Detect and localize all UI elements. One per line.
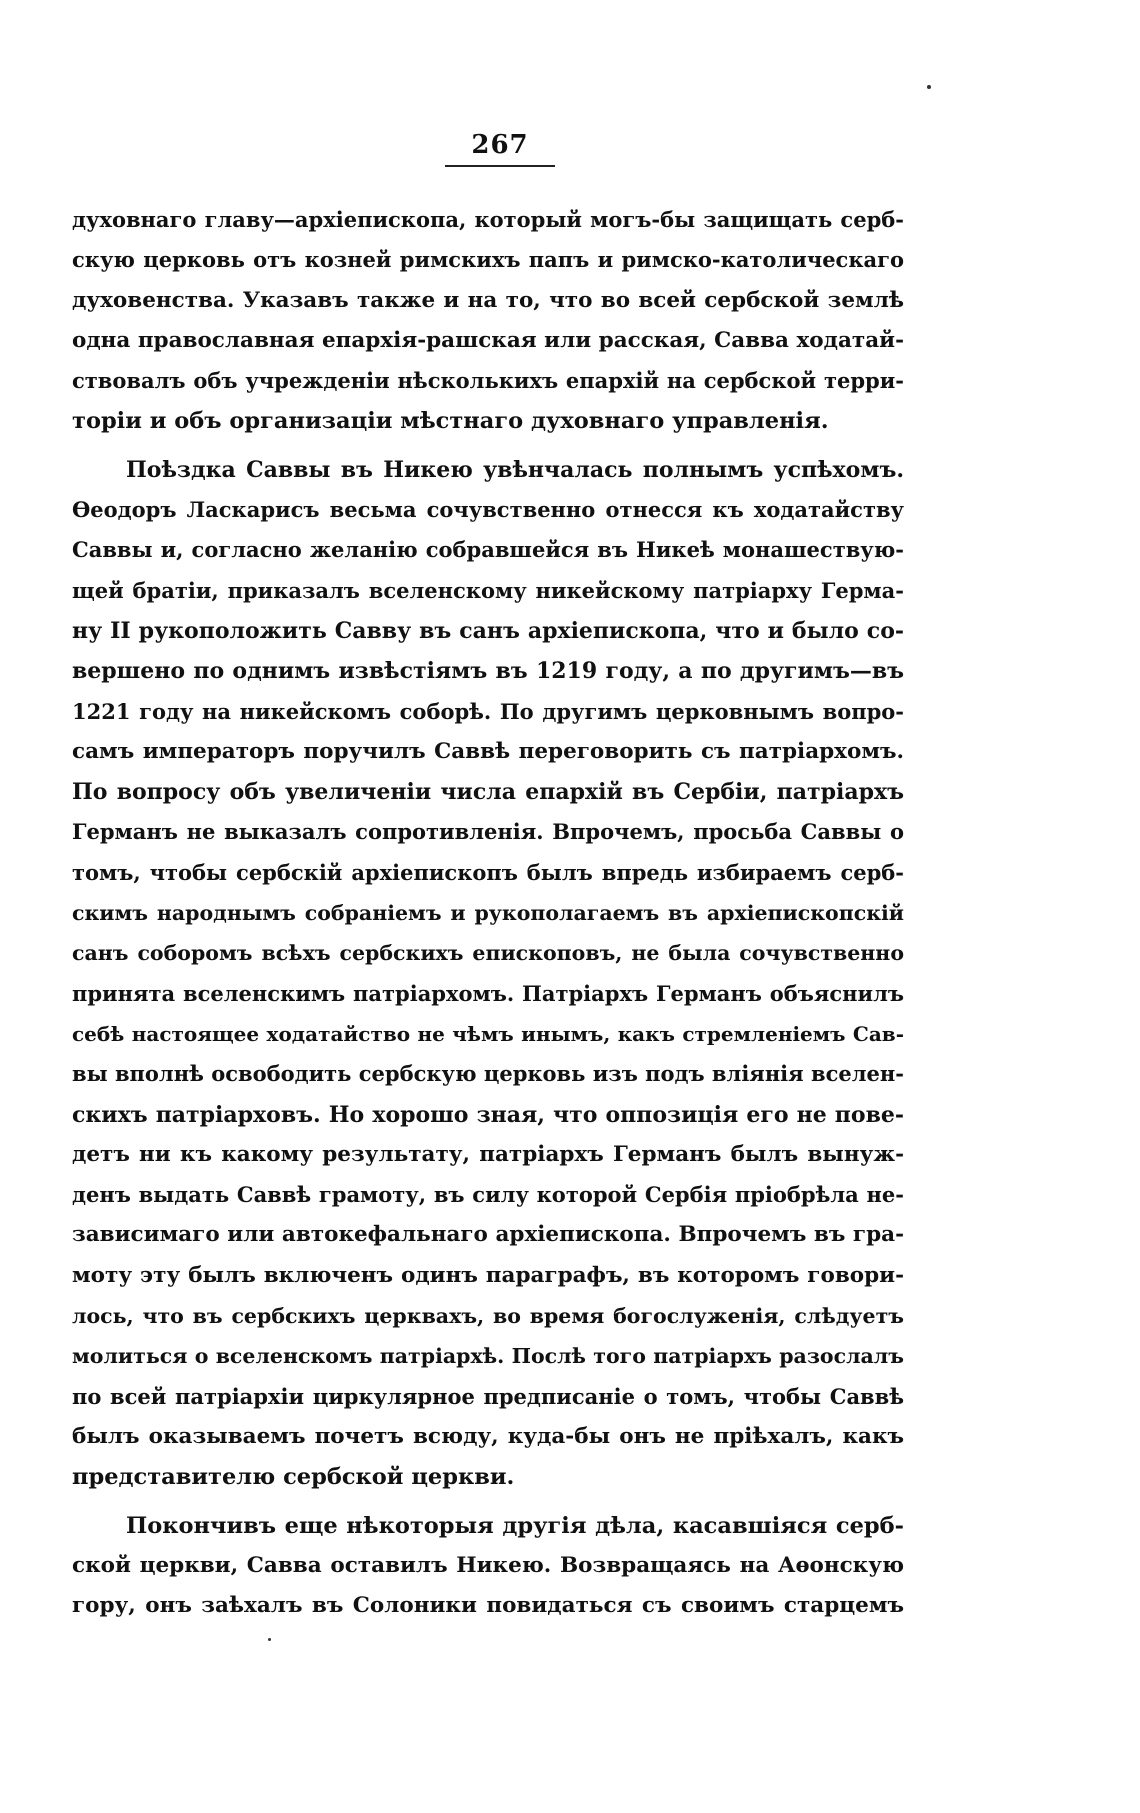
text-line: Ѳеодоръ Ласкарисъ весьма сочувственно отнесся къ ходатайству: [72, 497, 904, 523]
text-line: Саввы и, согласно желанію собравшейся въ Никеѣ монашествую-: [72, 537, 904, 563]
text-line: лось, что въ сербскихъ церквахъ, во время богослуженія, слѣдуетъ: [72, 1304, 904, 1329]
text-line: детъ ни къ какому результату, патріархъ Германъ былъ вынуж-: [72, 1141, 904, 1167]
text-line: молиться о вселенскомъ патріархѣ. Послѣ того патріархъ разослалъ: [72, 1344, 904, 1369]
text-line: вы вполнѣ освободить сербскую церковь изъ подъ вліянія вселен-: [72, 1061, 904, 1087]
text-line: скимъ народнымъ собраніемъ и рукополагаемъ въ архіепископскій: [72, 901, 904, 926]
body-text: [72, 200, 904, 1626]
text-line: скихъ патріарховъ. Но хорошо зная, что оппозиція его не пове-: [72, 1101, 904, 1128]
text-line: денъ выдать Саввѣ грамоту, въ силу которой Сербія пріобрѣла не-: [72, 1182, 904, 1208]
text-line: Покончивъ еще нѣкоторыя другія дѣла, касавшіяся серб-: [126, 1512, 904, 1539]
text-line: зависимаго или автокефальнаго архіепископа. Впрочемъ въ гра-: [72, 1222, 904, 1248]
text-line: моту эту былъ включенъ одинъ параграфъ, въ которомъ говори-: [72, 1262, 904, 1288]
text-line: По вопросу объ увеличеніи числа епархій въ Сербіи, патріархъ: [72, 779, 904, 806]
text-line: духовенства. Указавъ также и на то, что во всей сербской землѣ: [72, 287, 904, 313]
text-line: щей братіи, приказалъ вселенскому никейскому патріарху Герма-: [72, 577, 904, 603]
text-line: 1221 году на никейскомъ соборѣ. По другимъ церковнымъ вопро-: [72, 698, 904, 724]
paragraph-2: [72, 450, 904, 1498]
text-line: по всей патріархіи циркулярное предписаніе о томъ, чтобы Саввѣ: [72, 1383, 904, 1409]
text-line: самъ императоръ поручилъ Саввѣ переговорить съ патріархомъ.: [72, 738, 904, 764]
text-line: торіи и объ организаціи мѣстнаго духовнаго управленія.: [72, 408, 829, 435]
paragraph-1: [72, 200, 904, 442]
page-number: 267: [471, 130, 529, 160]
text-line: себѣ настоящее ходатайство не чѣмъ инымъ, какъ стремленіемъ Сав-: [72, 1021, 904, 1046]
text-line: томъ, чтобы сербскій архіепископъ былъ впредь избираемъ серб-: [72, 859, 904, 885]
text-line: ну II рукоположить Савву въ санъ архіепископа, что и было со-: [72, 617, 904, 644]
text-line: представителю сербской церкви.: [72, 1464, 515, 1491]
text-line: духовнаго главу—архіепископа, который могъ-бы защищать серб-: [72, 207, 904, 232]
scan-speck: [268, 1638, 271, 1641]
text-line: гору, онъ заѣхалъ въ Солоники повидаться съ своимъ старцемъ: [72, 1593, 904, 1619]
text-line: принята вселенскимъ патріархомъ. Патріархъ Германъ объяснилъ: [72, 980, 904, 1006]
scan-speck: [927, 85, 931, 89]
text-line: Поѣздка Саввы въ Никею увѣнчалась полнымъ успѣхомъ.: [126, 456, 904, 483]
text-line: ской церкви, Савва оставилъ Никею. Возвращаясь на Аѳонскую: [72, 1552, 904, 1578]
text-line: былъ оказываемъ почетъ всюду, куда-бы онъ не пріѣхалъ, какъ: [72, 1423, 904, 1449]
text-line: санъ соборомъ всѣхъ сербскихъ епископовъ, не была сочувственно: [72, 941, 904, 966]
text-line: Германъ не выказалъ сопротивленія. Впрочемъ, просьба Саввы о: [72, 819, 904, 845]
text-line: одна православная епархія-рашская или расская, Савва ходатай-: [72, 327, 904, 353]
paragraph-3: [72, 1506, 904, 1627]
text-line: вершено по однимъ извѣстіямъ въ 1219 году, а по другимъ—въ: [72, 658, 904, 685]
text-line: скую церковь отъ козней римскихъ папъ и римско-католическаго: [72, 247, 904, 273]
page-number-rule: [445, 165, 555, 167]
text-line: ствовалъ объ учрежденіи нѣсколькихъ епархій на сербской терри-: [72, 368, 904, 394]
